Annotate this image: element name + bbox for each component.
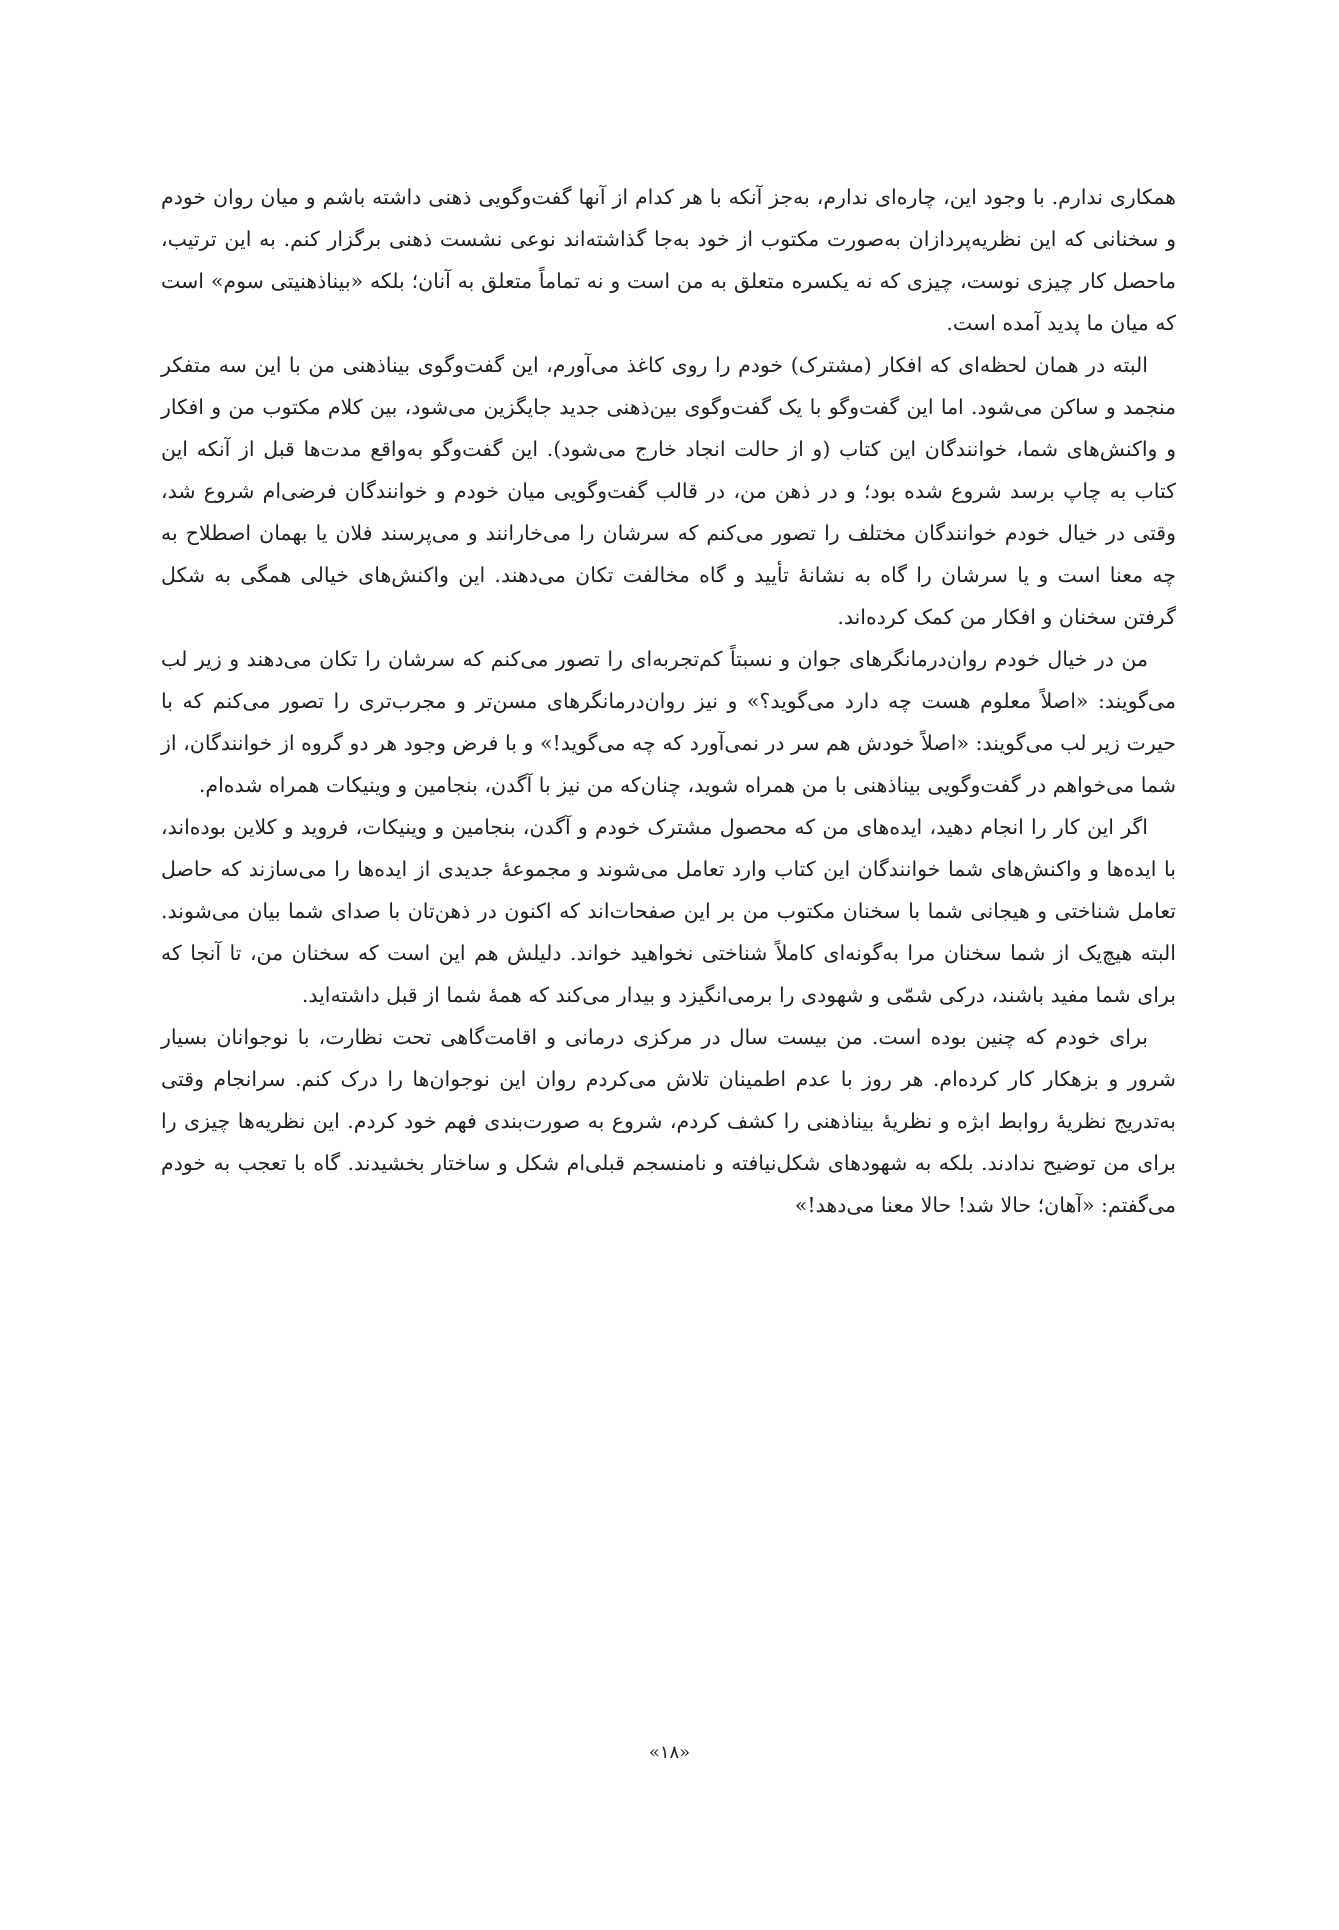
paragraph-2: البته در همان لحظه‌ای که افکار (مشترک) خودم را روی کاغذ می‌آورم، این گفت‌وگوی بیناذهنی من با این سه متفکر منجمد و ساکن می‌شود. اما این گفت‌وگو با یک گفت‌وگوی بین‌ذهنی جدید جایگزین می‌شود، بین کلام مکتوب من و افکار و واکنش‌های شما، خوانندگان این کتاب (و از حالت انجاد خارج می‌شود). این گفت‌وگو به‌واقع مدت‌ها قبل از آنکه این کتاب به چاپ برسد شروع شده بود؛ و در ذهن من، در قالب گفت‌وگویی میان خودم و خوانندگان فرضی‌ام شروع شد، وقتی در خیال خودم خوانندگان مختلف را تصور می‌کنم که سرشان را می‌خارانند و می‌پرسند فلان یا بهمان اصطلاح به چه معنا است و یا سرشان را گاه به نشانهٔ تأیید و گاه مخالفت تکان می‌دهند. این واکنش‌های خیالی همگی به شکل گرفتن سخنان و افکار من کمک کرده‌اند.: [161, 353, 1176, 629]
paragraph-4: اگر این کار را انجام دهید، ایده‌های من که محصول مشترک خودم و آگدن، بنجامین و وینیکات، فروید و کلاین بوده‌اند، با ایده‌ها و واکنش‌های شما خوانندگان این کتاب وارد تعامل می‌شوند و مجموعهٔ جدیدی از ایده‌ها را می‌سازند که حاصل تعامل شناختی و هیجانی شما با سخنان مکتوب من بر این صفحات‌اند که اکنون در ذهن‌تان با صدای شما بیان می‌شوند. البته هیچ‌یک از شما سخنان مرا به‌گونه‌ای کاملاً شناختی نخواهید خواند. دلیلش هم این است که سخنان من، تا آنجا که برای شما مفید باشند، درکی شمّی و شهودی را برمی‌انگیزد و بیدار می‌کند که همهٔ شما از قبل داشته‌اید.: [161, 815, 1176, 1007]
paragraph-5: برای خودم که چنین بوده است. من بیست سال در مرکزی درمانی و اقامت‌گاهی تحت نظارت، با نوجوانان بسیار شرور و بزهکار کار کرده‌ام. هر روز با عدم اطمینان تلاش می‌کردم روان این نوجوان‌ها را درک کنم. سرانجام وقتی به‌تدریج نظریهٔ روابط ابژه و نظریهٔ بیناذهنی را کشف کردم، شروع به صورت‌بندی فهم خود کردم. این نظریه‌ها چیزی را برای من توضیح ندادند. بلکه به شهودهای شکل‌نیافته و نامنسجم قبلی‌ام شکل و ساختار بخشیدند. گاه با تعجب به خودم می‌گفتم: «آهان؛ حالا شد! حالا معنا می‌دهد!»: [161, 1025, 1176, 1217]
paragraph-3: من در خیال خودم روان‌درمانگرهای جوان و نسبتاً کم‌تجربه‌ای را تصور می‌کنم که سرشان را تکان می‌دهند و زیر لب می‌گویند: «اصلاً معلوم هست چه دارد می‌گوید؟» و نیز روان‌درمانگرهای مسن‌تر و مجرب‌تری را تصور می‌کنم که با حیرت زیر لب می‌گویند: «اصلاً خودش هم سر در نمی‌آورد که چه می‌گوید!» و با فرض وجود هر دو گروه از خوانندگان، از شما می‌خواهم در گفت‌وگویی بیناذهنی با من همراه شوید، چنان‌که من نیز با آگدن، بنجامین و وینیکات همراه شده‌ام.: [161, 647, 1176, 797]
body-text: [161, 176, 1176, 1226]
paragraph-1: همکاری ندارم. با وجود این، چاره‌ای ندارم، به‌جز آنکه با هر کدام از آنها گفت‌وگویی ذهنی داشته باشم و میان روان خودم و سخنانی که این نظریه‌پردازان به‌صورت مکتوب از خود به‌جا گذاشته‌اند نوعی نشست ذهنی برگزار کنم. به این ترتیب، ماحصل کار چیزی نوست، چیزی که نه یکسره متعلق به من است و نه تماماً متعلق به آنان؛ بلکه «بیناذهنیتی سوم» است که میان ما پدید آمده است.: [161, 185, 1176, 335]
page-number: «۱۸»: [648, 1742, 691, 1763]
